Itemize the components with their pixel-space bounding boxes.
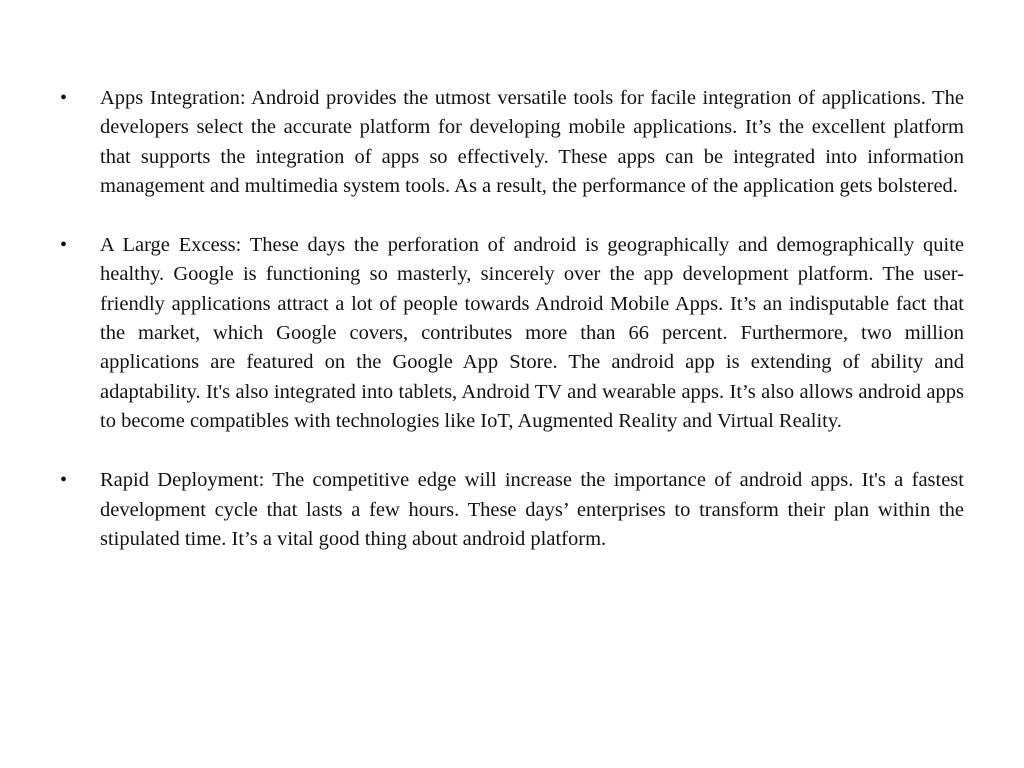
bullet-icon: •: [60, 234, 68, 257]
bullet-text: Apps Integration: Android provides the utmost versatile tools for facile integration of applications. The developers select the accurate platform for developing mobile applications. It’s the excellent platform that supports the integration of apps so effectively. These apps can be integrated into information management and multimedia system tools. As a result, the performance of the application gets bolstered.: [100, 87, 964, 197]
bullet-item-large-excess: [60, 231, 964, 436]
bullet-list: [60, 84, 964, 584]
bullet-text: A Large Excess: These days the perforation of android is geographically and demographically quite healthy. Google is functioning so masterly, sincerely over the app development platform. The user-friendly applications attract a lot of people towards Android Mobile Apps. It’s an indisputable fact that the market, which Google covers, contributes more than 66 percent. Furthermore, two million applications are featured on the Google App Store. The android app is extending of ability and adaptability. It's also integrated into tablets, Android TV and wearable apps. It’s also allows android apps to become compatibles with technologies like IoT, Augmented Reality and Virtual Reality.: [100, 234, 964, 432]
bullet-text: Rapid Deployment: The competitive edge will increase the importance of android apps. It's a fastest development cycle that lasts a few hours. These days’ enterprises to transform their plan within the stipulated time. It’s a vital good thing about android platform.: [100, 469, 964, 550]
bullet-icon: •: [60, 87, 68, 109]
bullet-icon: •: [60, 469, 68, 492]
bullet-item-rapid-deployment: [60, 466, 964, 554]
bullet-item-apps-integration: [60, 84, 964, 201]
